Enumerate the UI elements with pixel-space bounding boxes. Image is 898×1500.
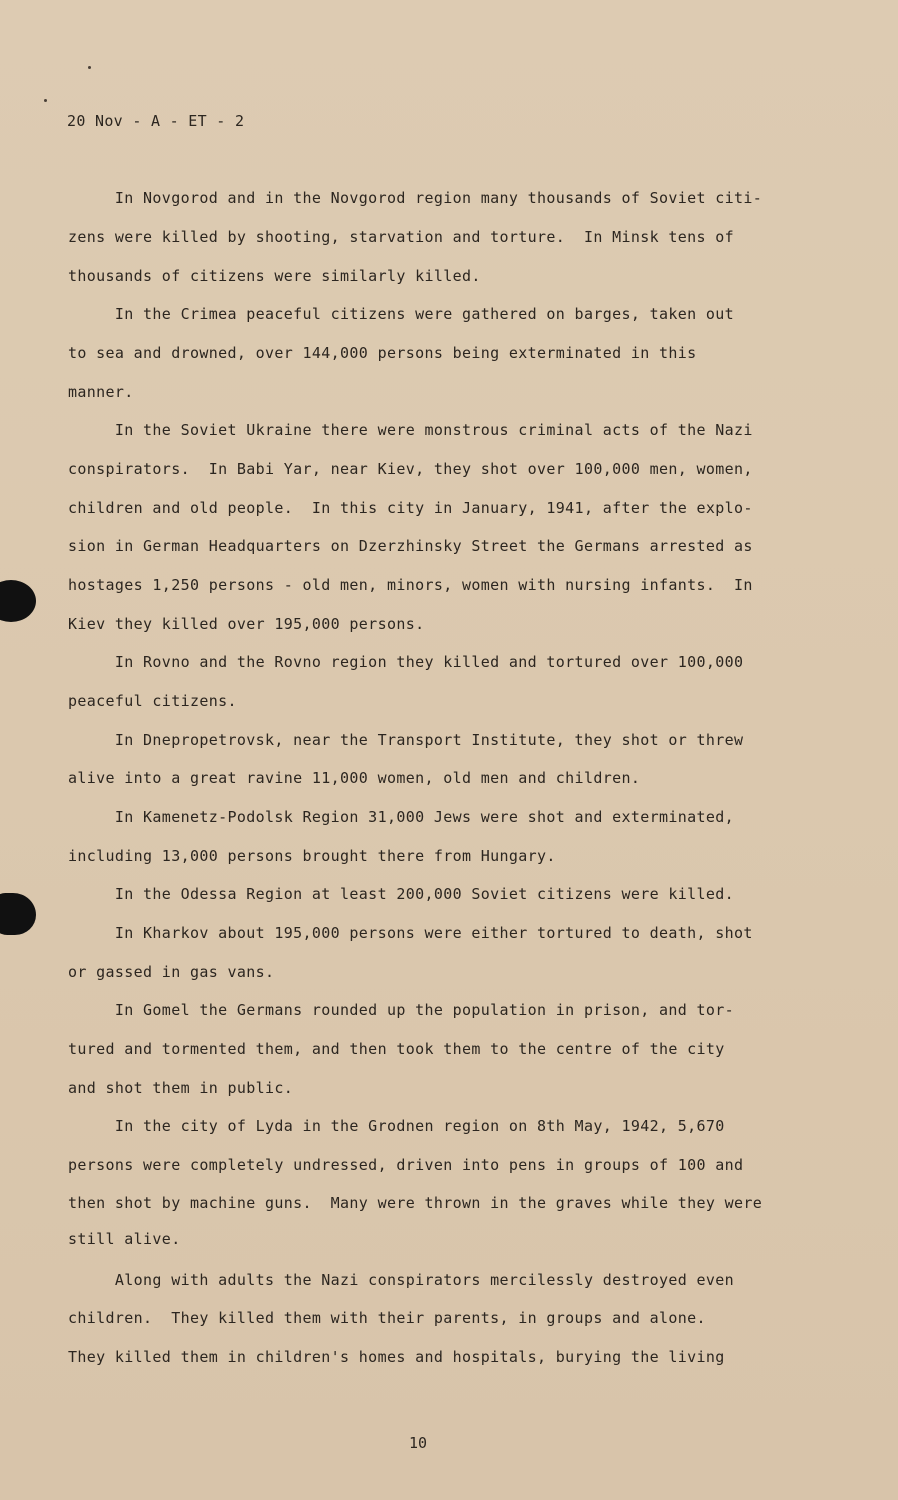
text-line: In Kharkov about 195,000 persons were either tortured to death, shot: [68, 924, 753, 942]
text-line: children. They killed them with their parents, in groups and alone.: [68, 1309, 706, 1327]
text-line: then shot by machine guns. Many were thrown in the graves while they were: [68, 1194, 763, 1212]
text-line: Along with adults the Nazi conspirators mercilessly destroyed even: [68, 1271, 735, 1289]
punch-hole: [0, 893, 36, 935]
text-line: In the city of Lyda in the Grodnen region on 8th May, 1942, 5,670: [68, 1117, 725, 1135]
text-line: or gassed in gas vans.: [68, 963, 275, 981]
text-line: In Dnepropetrovsk, near the Transport Institute, they shot or threw: [68, 731, 744, 749]
text-line: and shot them in public.: [68, 1079, 294, 1097]
ink-speck: [44, 99, 47, 102]
text-line: In Gomel the Germans rounded up the population in prison, and tor-: [68, 1001, 735, 1019]
text-line: In the Odessa Region at least 200,000 Soviet citizens were killed.: [68, 885, 735, 903]
document-header: 20 Nov - A - ET - 2: [67, 112, 245, 130]
text-line: thousands of citizens were similarly killed.: [68, 267, 481, 285]
text-line: including 13,000 persons brought there from Hungary.: [68, 847, 556, 865]
text-line: Kiev they killed over 195,000 persons.: [68, 615, 425, 633]
text-line: In the Crimea peaceful citizens were gathered on barges, taken out: [68, 305, 735, 323]
text-line: They killed them in children's homes and hospitals, burying the living: [68, 1348, 725, 1366]
text-line: manner.: [68, 383, 134, 401]
punch-hole: [0, 580, 36, 622]
ink-speck: [88, 66, 91, 69]
text-line: hostages 1,250 persons - old men, minors, women with nursing infants. In: [68, 576, 753, 594]
text-line: In Rovno and the Rovno region they killed and tortured over 100,000: [68, 653, 744, 671]
text-line: children and old people. In this city in January, 1941, after the explo-: [68, 499, 753, 517]
page-number: 10: [409, 1434, 428, 1452]
text-line: sion in German Headquarters on Dzerzhinsky Street the Germans arrested as: [68, 537, 753, 555]
text-line: zens were killed by shooting, starvation and torture. In Minsk tens of: [68, 228, 735, 246]
text-line: alive into a great ravine 11,000 women, old men and children.: [68, 769, 641, 787]
text-line: tured and tormented them, and then took them to the centre of the city: [68, 1040, 725, 1058]
text-line: peaceful citizens.: [68, 692, 237, 710]
text-line: conspirators. In Babi Yar, near Kiev, they shot over 100,000 men, women,: [68, 460, 753, 478]
text-line: In the Soviet Ukraine there were monstrous criminal acts of the Nazi: [68, 421, 753, 439]
text-line: In Novgorod and in the Novgorod region many thousands of Soviet citi-: [68, 189, 763, 207]
text-line: still alive.: [68, 1230, 181, 1248]
text-line: to sea and drowned, over 144,000 persons being exterminated in this: [68, 344, 697, 362]
text-line: In Kamenetz-Podolsk Region 31,000 Jews were shot and exterminated,: [68, 808, 735, 826]
text-line: persons were completely undressed, driven into pens in groups of 100 and: [68, 1156, 744, 1174]
